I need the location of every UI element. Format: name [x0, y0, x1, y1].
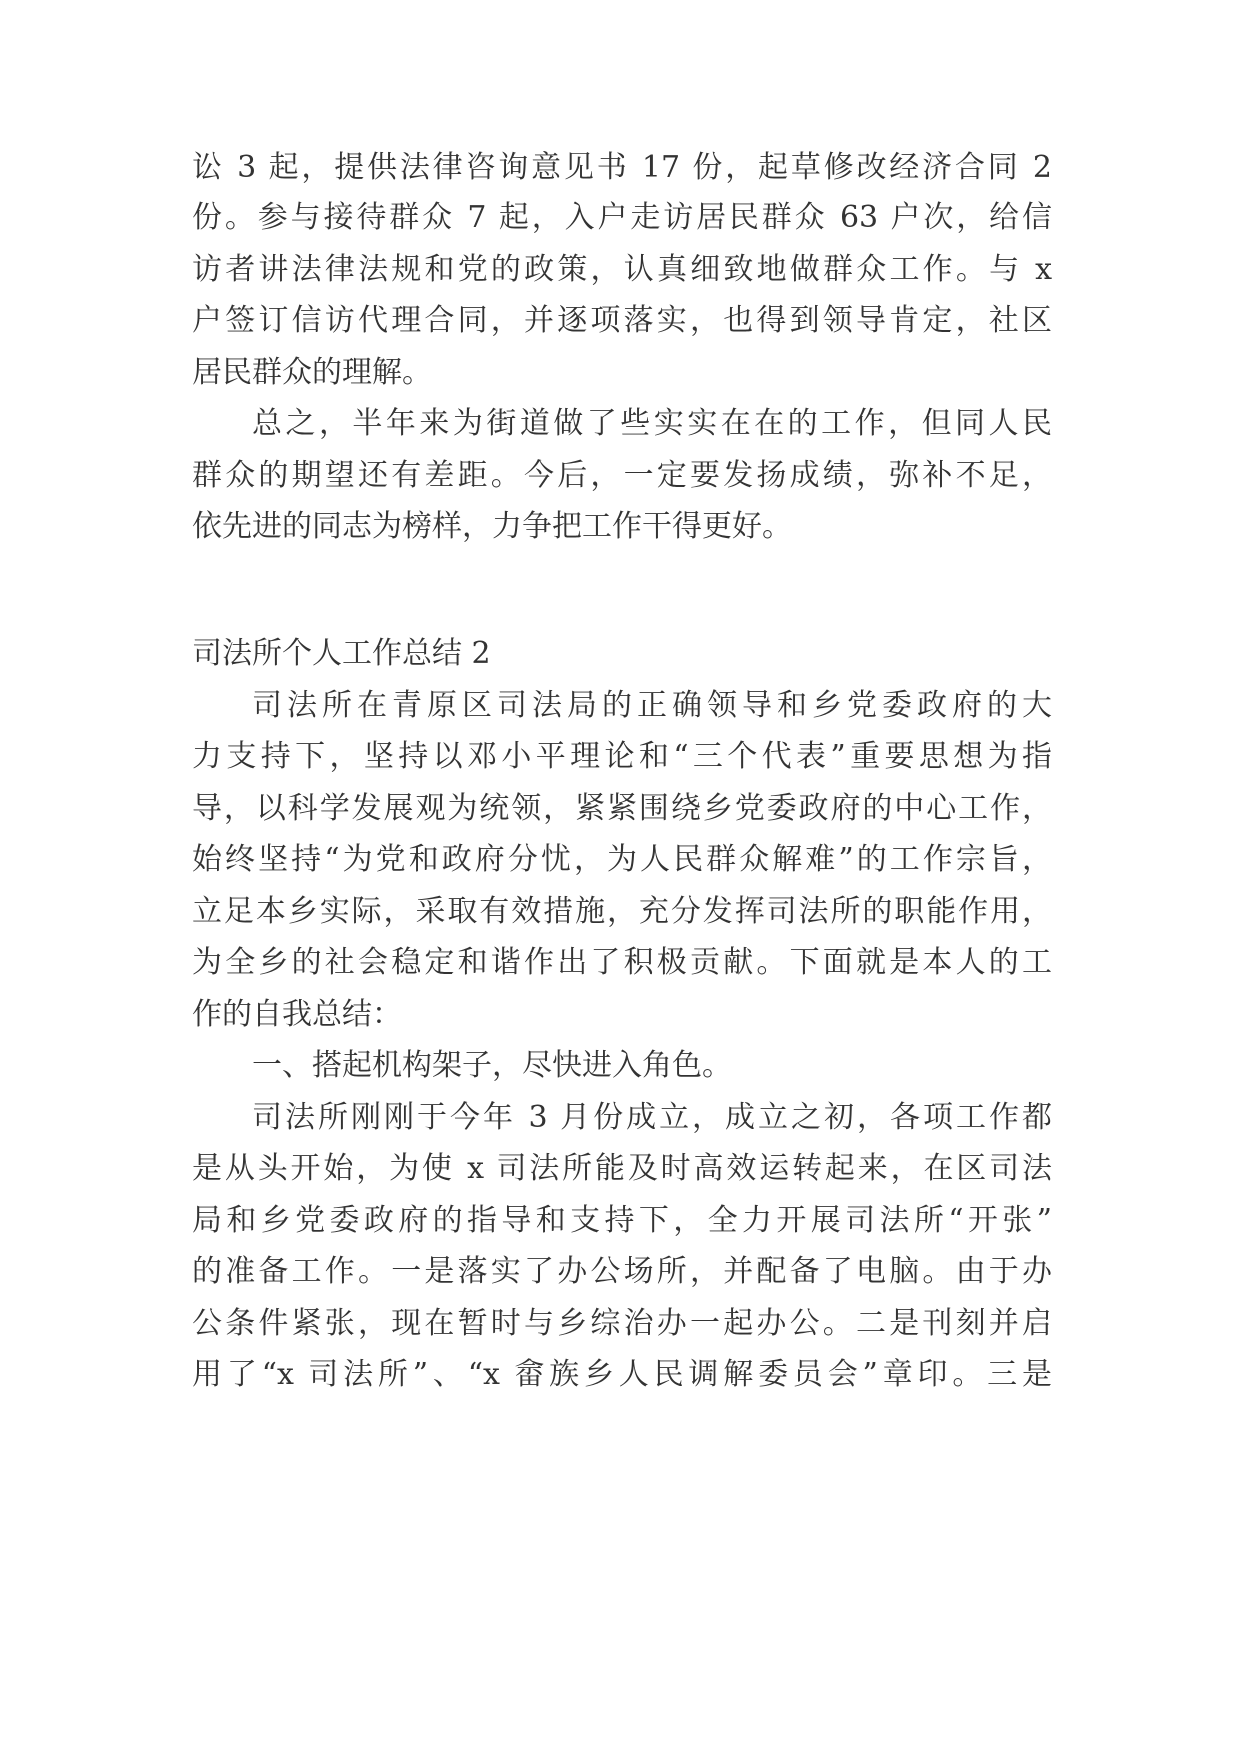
- text-line: 公条件紧张，现在暂时与乡综治办一起办公。二是刊刻并启: [192, 1306, 1052, 1341]
- text-line: 份。参与接待群众 7 起，入户走访居民群众 63 户次，给信: [192, 200, 1052, 235]
- text-line: 局和乡党委政府的指导和支持下，全力开展司法所“开张”: [192, 1203, 1052, 1238]
- text-line: 力支持下，坚持以邓小平理论和“三个代表”重要思想为指: [192, 739, 1052, 774]
- section-heading: 司法所个人工作总结 2: [192, 636, 491, 671]
- subheading: 一、搭起机构架子，尽快进入角色。: [252, 1048, 732, 1083]
- text-line: 依先进的同志为榜样，力争把工作干得更好。: [192, 509, 792, 544]
- text-line: 司法所在青原区司法局的正确领导和乡党委政府的大: [252, 688, 1052, 723]
- text-line: 用了“x 司法所”、“x 畲族乡人民调解委员会”章印。三是: [192, 1357, 1052, 1392]
- text-line: 群众的期望还有差距。今后，一定要发扬成绩，弥补不足，: [192, 458, 1052, 493]
- text-line: 作的自我总结：: [192, 997, 402, 1032]
- text-line: 户签订信访代理合同，并逐项落实，也得到领导肯定，社区: [192, 303, 1052, 338]
- text-line: 导，以科学发展观为统领，紧紧围绕乡党委政府的中心工作，: [192, 791, 1052, 826]
- text-line: 司法所刚刚于今年 3 月份成立，成立之初，各项工作都: [252, 1100, 1052, 1135]
- text-line: 访者讲法律法规和党的政策，认真细致地做群众工作。与 x: [192, 252, 1052, 287]
- text-line: 的准备工作。一是落实了办公场所，并配备了电脑。由于办: [192, 1254, 1052, 1289]
- text-line: 始终坚持“为党和政府分忧，为人民群众解难”的工作宗旨，: [192, 842, 1052, 877]
- text-line: 讼 3 起，提供法律咨询意见书 17 份，起草修改经济合同 2: [192, 150, 1052, 185]
- text-line: 为全乡的社会稳定和谐作出了积极贡献。下面就是本人的工: [192, 945, 1052, 980]
- text-line: 是从头开始，为使 x 司法所能及时高效运转起来，在区司法: [192, 1151, 1052, 1186]
- text-line: 居民群众的理解。: [192, 355, 432, 390]
- text-line: 总之，半年来为街道做了些实实在在的工作，但同人民: [252, 406, 1052, 441]
- text-line: 立足本乡实际，采取有效措施，充分发挥司法所的职能作用，: [192, 894, 1052, 929]
